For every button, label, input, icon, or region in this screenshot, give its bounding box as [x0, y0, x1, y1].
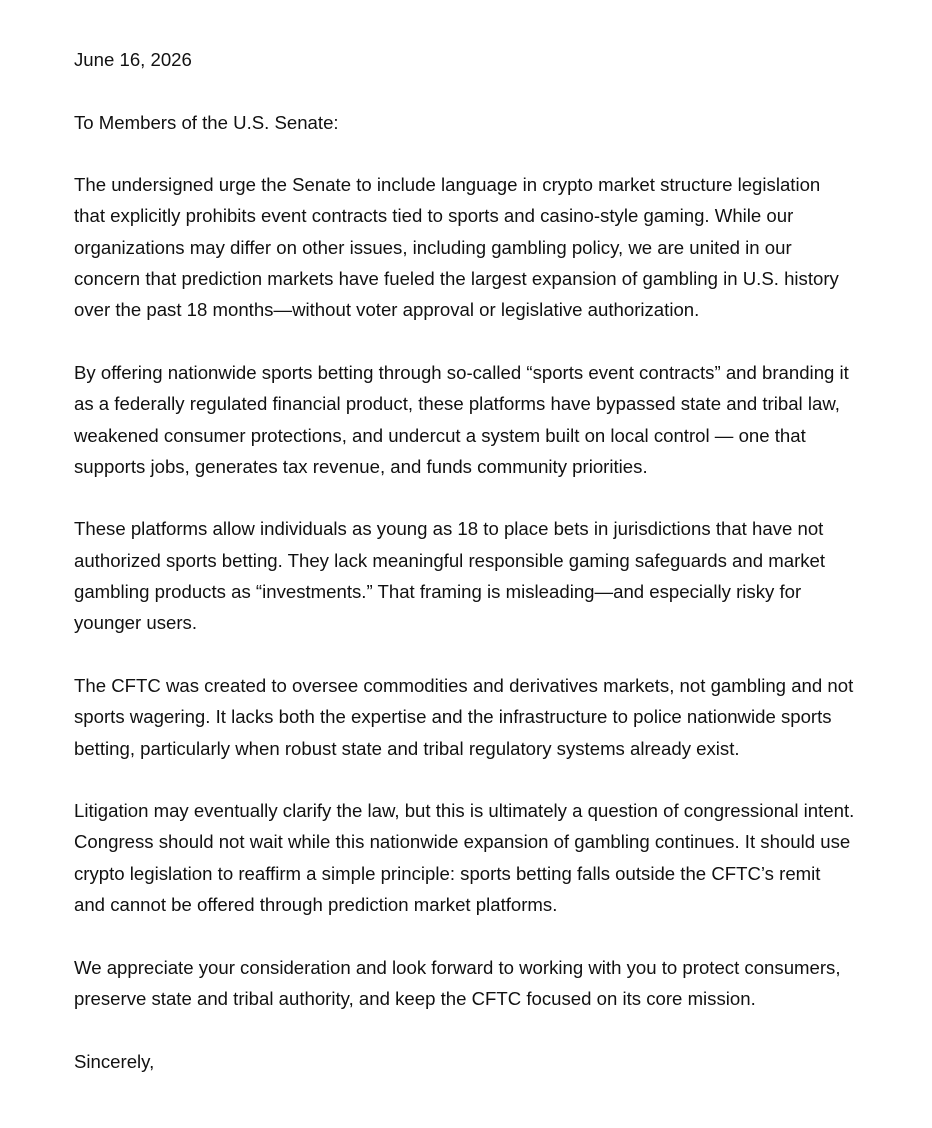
paragraph-1: [74, 169, 884, 325]
paragraph-line: and cannot be offered through prediction market platforms.: [74, 894, 558, 916]
paragraph-line: sports wagering. It lacks both the expertise and the infrastructure to police nationwide sports: [74, 706, 832, 728]
letter-closing: Sincerely,: [74, 1050, 155, 1072]
letter-body: [74, 44, 884, 1108]
paragraph-line: organizations may differ on other issues, including gambling policy, we are united in our: [74, 236, 792, 258]
paragraph-line: as a federally regulated financial product, these platforms have bypassed state and tribal law,: [74, 393, 840, 415]
letter-salutation: To Members of the U.S. Senate:: [74, 111, 339, 133]
paragraph-line: By offering nationwide sports betting through so-called “sports event contracts” and branding it: [74, 361, 849, 383]
paragraph-2: [74, 357, 884, 482]
paragraph-line: betting, particularly when robust state and tribal regulatory systems already exist.: [74, 737, 740, 759]
paragraph-6: [74, 952, 884, 1015]
paragraph-3: [74, 513, 884, 638]
paragraph-line: concern that prediction markets have fueled the largest expansion of gambling in U.S. history: [74, 268, 839, 290]
paragraph-line: over the past 18 months—without voter approval or legislative authorization.: [74, 299, 700, 321]
paragraph-line: Litigation may eventually clarify the law, but this is ultimately a question of congressional intent.: [74, 800, 855, 822]
paragraph-line: authorized sports betting. They lack meaningful responsible gaming safeguards and market: [74, 549, 826, 571]
paragraph-line: The CFTC was created to oversee commodities and derivatives markets, not gambling and not: [74, 674, 854, 696]
paragraph-line: We appreciate your consideration and look forward to working with you to protect consumers,: [74, 956, 841, 978]
paragraph-line: that explicitly prohibits event contracts tied to sports and casino-style gaming. While our: [74, 205, 794, 227]
paragraph-line: These platforms allow individuals as young as 18 to place bets in jurisdictions that have not: [74, 518, 824, 540]
paragraph-line: crypto legislation to reaffirm a simple principle: sports betting falls outside the CFTC’s remit: [74, 862, 821, 884]
paragraph-line: preserve state and tribal authority, and keep the CFTC focused on its core mission.: [74, 987, 756, 1009]
paragraph-5: [74, 795, 884, 920]
paragraph-4: [74, 670, 884, 764]
paragraph-line: Congress should not wait while this nationwide expansion of gambling continues. It should use: [74, 831, 851, 853]
paragraph-line: weakened consumer protections, and undercut a system built on local control — one that: [74, 424, 806, 446]
paragraph-line: gambling products as “investments.” That framing is misleading—and especially risky for: [74, 581, 802, 603]
paragraph-line: The undersigned urge the Senate to include language in crypto market structure legislation: [74, 174, 821, 196]
letter-date: June 16, 2026: [74, 49, 192, 70]
paragraph-line: supports jobs, generates tax revenue, and funds community priorities.: [74, 455, 648, 477]
paragraph-line: younger users.: [74, 612, 197, 634]
